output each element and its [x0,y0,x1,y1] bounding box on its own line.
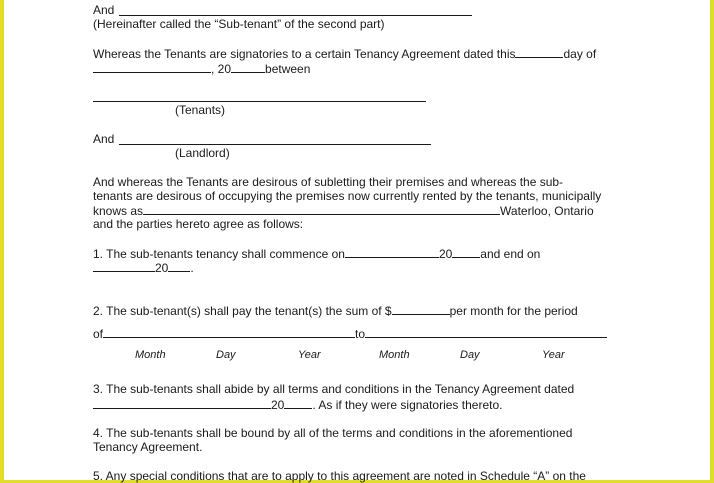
hereinafter-line: (Hereinafter called the “Sub-tenant” of the second part) [93,17,385,31]
per-month-text: per month for the period [449,304,578,318]
between-text: between [265,62,311,76]
year-blank [231,61,265,73]
clause-1-line-1 [93,246,540,261]
label-year-1: Year [298,349,321,361]
commence-year-blank [452,246,480,258]
clause-5-line-1: 5. Any special conditions that are to apply to this agreement are noted in Schedule “A” on the [93,469,586,483]
label-year-2: Year [542,349,565,361]
day-of-text: day of [563,47,597,61]
clause-4-line-1: 4. The sub-tenants shall be bound by all of the terms and conditions in the aforementioned [93,426,573,440]
clause-1-period: . [190,261,194,275]
document-page [4,0,710,483]
commence-date-blank [345,246,439,258]
address-blank [143,203,500,215]
label-month-1: Month [135,349,166,361]
knows-as-text: knows as [93,204,144,218]
city-text: Waterloo, Ontario [500,204,594,218]
tenants-label: (Tenants) [175,103,226,117]
clause-1-year: 20 [438,247,453,261]
sublet-line-3 [93,203,594,218]
tenants-name-line [93,101,426,102]
whereas-text: Whereas the Tenants are signatories to a certain Tenancy Agreement dated this [93,47,516,61]
whereas-line-2 [93,61,310,76]
end-year-blank [168,260,190,272]
clause-2-line-2 [93,326,607,341]
clause-3-line-2 [93,397,502,412]
and-label-1 [93,3,114,17]
clause-3-line-1: 3. The sub-tenants shall abide by all terms and conditions in the Tenancy Agreement dated [93,382,575,396]
and-text: And [93,3,115,17]
and-label-2: And [93,132,115,146]
year-prefix: , 20 [211,62,232,76]
day-blank [515,46,563,58]
clause-2-line-1 [93,303,578,318]
agreement-year-blank [284,397,312,409]
clause-3-tail: . As if they were signatories thereto. [312,398,503,412]
landlord-name-line [119,144,431,145]
clause-1-line-2 [93,260,194,275]
period-to-blank [365,326,607,338]
end-year-prefix: 20 [155,261,169,275]
of-text: of [93,327,104,341]
period-from-blank [103,326,355,338]
sublet-line-4: and the parties hereto agree as follows: [93,217,304,231]
label-day-1: Day [216,349,236,361]
sublet-line-2: tenants are desirous of occupying the premises now currently rented by the tenants, municipally [93,189,602,203]
end-on-text: and end on [480,247,541,261]
clause-2-text: 2. The sub-tenant(s) shall pay the tenant(s) the sum of $ [93,304,392,318]
rent-amount-blank [392,303,450,315]
label-month-2: Month [379,349,410,361]
sublet-line-1: And whereas the Tenants are desirous of subletting their premises and whereas the sub- [93,175,564,189]
landlord-label: (Landlord) [175,146,230,160]
whereas-line-1 [93,46,596,61]
subtenant-name-line [119,15,472,16]
agreement-date-blank [93,397,271,409]
month-blank [93,61,211,73]
end-date-blank [93,260,155,272]
label-day-2: Day [460,349,480,361]
to-text: to [355,327,366,341]
clause-1-text: 1. The sub-tenants tenancy shall commence on [93,247,345,261]
clause-3-year: 20 [271,398,285,412]
clause-4-line-2: Tenancy Agreement. [93,440,203,454]
